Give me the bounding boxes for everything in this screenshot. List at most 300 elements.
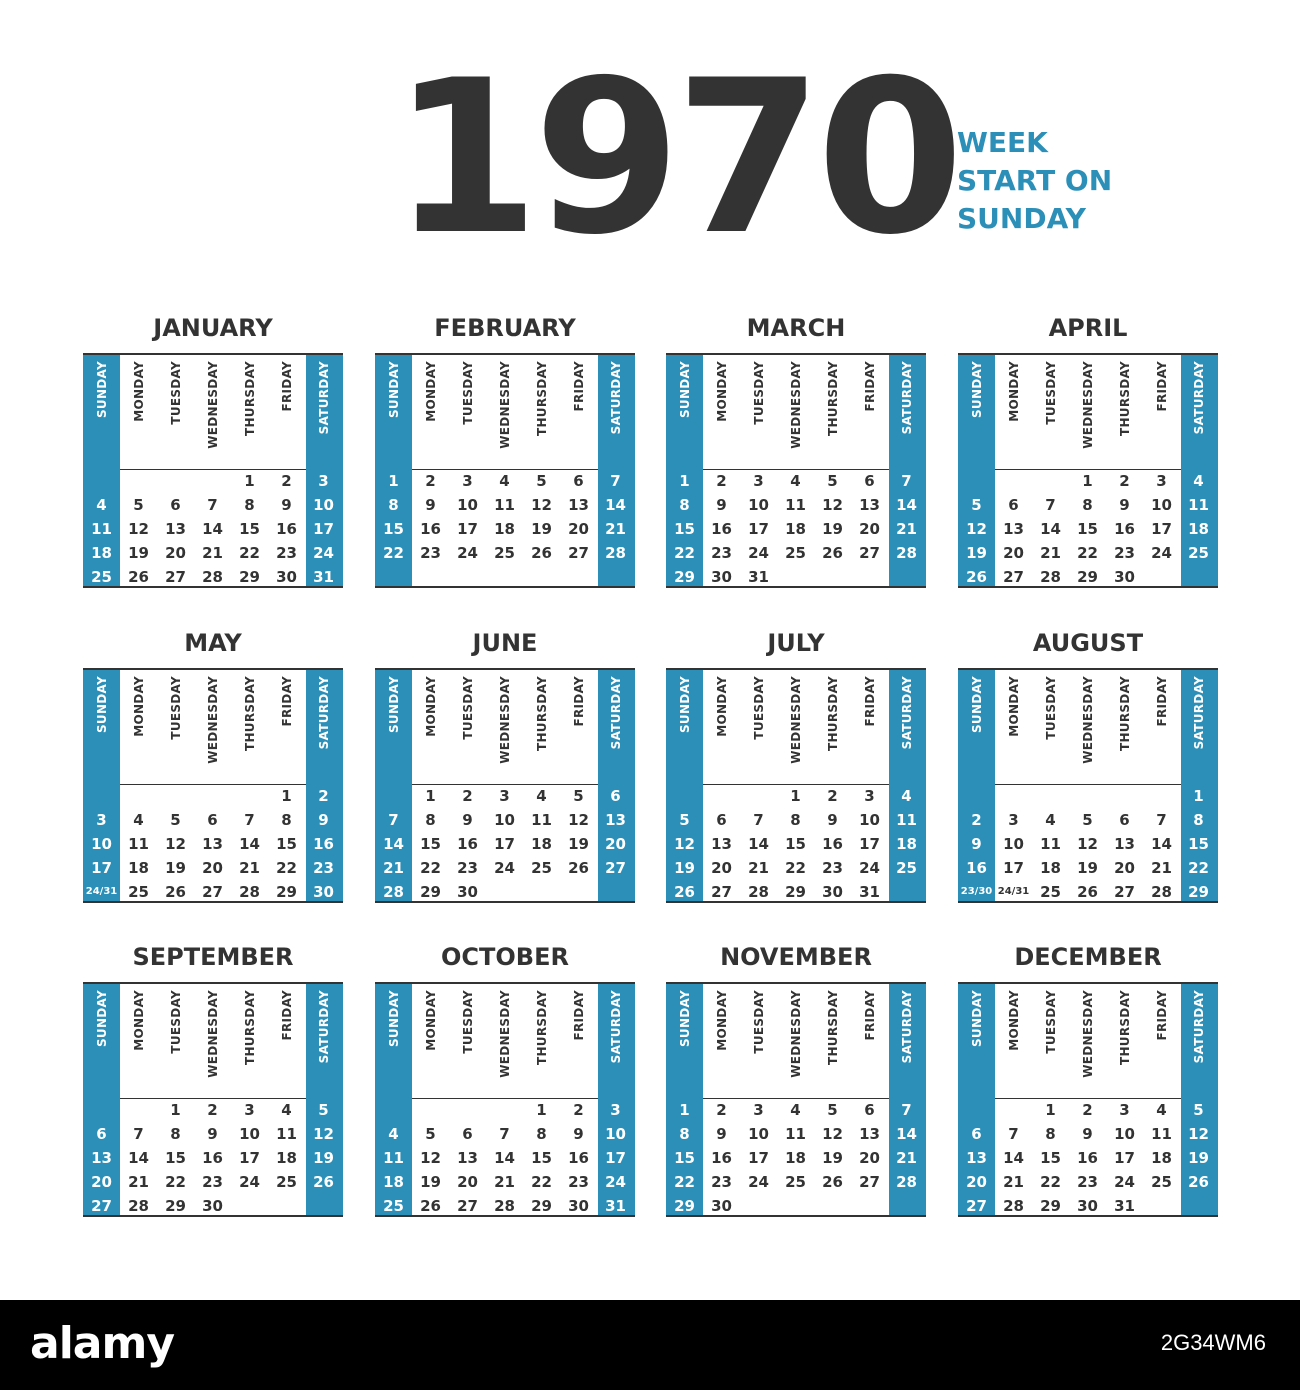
day-number: 11	[1040, 835, 1061, 853]
day-name-label: THURSDAY	[825, 990, 840, 1066]
day-number: 20	[1003, 544, 1024, 562]
day-name-saturday	[888, 361, 925, 461]
day-number: 6	[864, 472, 875, 490]
day-number: 20	[91, 1173, 112, 1191]
day-number: 21	[1151, 859, 1172, 877]
day-number: 24	[605, 1173, 626, 1191]
header-divider	[120, 1098, 306, 1099]
day-number: 10	[748, 1125, 769, 1143]
day-number: 14	[239, 835, 260, 853]
day-number: 1	[388, 472, 399, 490]
day-name-saturday	[305, 676, 342, 776]
day-number: 13	[1003, 520, 1024, 538]
day-number: 24/31	[997, 886, 1030, 897]
day-name-label: SATURDAY	[316, 990, 331, 1064]
day-number: 11	[1188, 496, 1209, 514]
day-number: 23	[202, 1173, 223, 1191]
day-number: 23	[1077, 1173, 1098, 1191]
day-number: 23	[457, 859, 478, 877]
day-number: 17	[239, 1149, 260, 1167]
day-number: 8	[1082, 496, 1093, 514]
day-number: 16	[276, 520, 297, 538]
day-name-label: SUNDAY	[677, 676, 692, 734]
day-name-monday	[995, 676, 1032, 776]
day-number: 23	[276, 544, 297, 562]
day-name-label: SATURDAY	[608, 676, 623, 750]
day-number: 4	[536, 787, 547, 805]
month-june	[375, 668, 635, 903]
day-number: 18	[1040, 859, 1061, 877]
day-number: 15	[383, 520, 404, 538]
day-number: 15	[239, 520, 260, 538]
day-name-sunday	[958, 676, 995, 776]
day-number: 14	[1040, 520, 1061, 538]
day-number: 4	[96, 496, 107, 514]
day-number: 5	[679, 811, 690, 829]
day-number: 29	[165, 1197, 186, 1215]
day-name-label: SUNDAY	[969, 990, 984, 1048]
day-number: 23	[822, 859, 843, 877]
day-name-label: TUESDAY	[460, 990, 475, 1054]
day-number: 14	[1151, 835, 1172, 853]
day-name-label: FRIDAY	[279, 990, 294, 1041]
day-number: 30	[711, 1197, 732, 1215]
day-number: 19	[420, 1173, 441, 1191]
day-number: 19	[568, 835, 589, 853]
day-number: 22	[165, 1173, 186, 1191]
day-number: 19	[531, 520, 552, 538]
day-number: 30	[457, 883, 478, 901]
day-name-monday	[412, 676, 449, 776]
day-number: 2	[716, 472, 727, 490]
day-name-friday	[851, 676, 888, 776]
day-number: 10	[748, 496, 769, 514]
footer-bar	[0, 1300, 1300, 1390]
day-name-wednesday	[486, 361, 523, 461]
day-number: 14	[896, 496, 917, 514]
day-number: 23	[711, 544, 732, 562]
day-number: 6	[1008, 496, 1019, 514]
day-name-thursday	[1106, 676, 1143, 776]
day-number: 9	[827, 811, 838, 829]
day-number: 24	[748, 544, 769, 562]
day-number: 12	[568, 811, 589, 829]
day-number: 19	[165, 859, 186, 877]
day-number: 24/31	[85, 886, 118, 897]
day-number: 6	[610, 787, 621, 805]
day-name-wednesday	[194, 361, 231, 461]
day-name-monday	[995, 990, 1032, 1090]
day-number: 28	[605, 544, 626, 562]
day-name-tuesday	[157, 990, 194, 1090]
day-number: 1	[536, 1101, 547, 1119]
month-august	[958, 668, 1218, 903]
day-name-label: THURSDAY	[242, 676, 257, 752]
day-number: 7	[1008, 1125, 1019, 1143]
day-number: 2	[425, 472, 436, 490]
day-name-label: TUESDAY	[1043, 990, 1058, 1054]
day-number: 14	[494, 1149, 515, 1167]
day-number: 27	[605, 859, 626, 877]
day-number: 11	[91, 520, 112, 538]
day-number: 13	[605, 811, 626, 829]
day-name-thursday	[1106, 361, 1143, 461]
header-divider	[995, 469, 1181, 470]
day-name-label: TUESDAY	[751, 990, 766, 1054]
day-number: 24	[1114, 1173, 1135, 1191]
day-name-label: SATURDAY	[899, 361, 914, 435]
day-name-label: TUESDAY	[168, 361, 183, 425]
day-name-saturday	[597, 990, 634, 1090]
day-number: 15	[165, 1149, 186, 1167]
day-number: 3	[1156, 472, 1167, 490]
day-name-thursday	[523, 676, 560, 776]
day-number: 4	[1156, 1101, 1167, 1119]
day-number: 11	[785, 496, 806, 514]
day-number: 28	[1040, 568, 1061, 586]
day-number: 17	[1151, 520, 1172, 538]
day-number: 17	[859, 835, 880, 853]
day-number: 13	[202, 835, 223, 853]
day-number: 12	[674, 835, 695, 853]
day-number: 6	[716, 811, 727, 829]
day-number: 29	[785, 883, 806, 901]
day-number: 18	[128, 859, 149, 877]
day-number: 11	[276, 1125, 297, 1143]
day-name-monday	[703, 990, 740, 1090]
day-number: 17	[457, 520, 478, 538]
day-name-label: SATURDAY	[1191, 676, 1206, 750]
day-number: 16	[420, 520, 441, 538]
day-number: 29	[420, 883, 441, 901]
day-name-label: MONDAY	[131, 676, 146, 737]
day-name-label: WEDNESDAY	[788, 361, 803, 449]
day-number: 11	[128, 835, 149, 853]
day-name-wednesday	[486, 676, 523, 776]
day-name-sunday	[958, 361, 995, 461]
day-name-label: SATURDAY	[1191, 361, 1206, 435]
day-name-label: WEDNESDAY	[497, 361, 512, 449]
week-start-line-1: WEEK	[957, 126, 1048, 159]
day-number: 24	[313, 544, 334, 562]
day-number: 27	[859, 1173, 880, 1191]
day-number: 3	[753, 472, 764, 490]
day-number: 2	[462, 787, 473, 805]
day-number: 14	[605, 496, 626, 514]
day-number: 26	[822, 1173, 843, 1191]
day-number: 10	[91, 835, 112, 853]
day-name-label: MONDAY	[423, 361, 438, 422]
day-name-label: SUNDAY	[94, 361, 109, 419]
day-name-label: TUESDAY	[460, 676, 475, 740]
day-number: 28	[1151, 883, 1172, 901]
day-name-label: THURSDAY	[242, 361, 257, 437]
month-january	[83, 353, 343, 588]
day-name-label: WEDNESDAY	[205, 990, 220, 1078]
month-may	[83, 668, 343, 903]
day-name-wednesday	[777, 990, 814, 1090]
day-name-tuesday	[157, 676, 194, 776]
day-name-label: WEDNESDAY	[497, 676, 512, 764]
day-number: 27	[859, 544, 880, 562]
day-name-tuesday	[740, 361, 777, 461]
day-number: 16	[457, 835, 478, 853]
day-number: 3	[610, 1101, 621, 1119]
day-name-wednesday	[1069, 361, 1106, 461]
day-number: 14	[383, 835, 404, 853]
day-number: 27	[1114, 883, 1135, 901]
day-name-friday	[560, 676, 597, 776]
day-number: 21	[239, 859, 260, 877]
day-number: 7	[1156, 811, 1167, 829]
day-number: 12	[128, 520, 149, 538]
day-number: 14	[202, 520, 223, 538]
day-number: 8	[536, 1125, 547, 1143]
day-number: 29	[239, 568, 260, 586]
day-name-label: THURSDAY	[825, 361, 840, 437]
day-number: 17	[748, 1149, 769, 1167]
day-number: 14	[896, 1125, 917, 1143]
day-number: 25	[1151, 1173, 1172, 1191]
day-number: 26	[966, 568, 987, 586]
day-number: 18	[494, 520, 515, 538]
day-name-label: FRIDAY	[279, 361, 294, 412]
day-number: 24	[1151, 544, 1172, 562]
day-number: 9	[462, 811, 473, 829]
day-number: 27	[165, 568, 186, 586]
day-number: 16	[568, 1149, 589, 1167]
header-divider	[412, 1098, 598, 1099]
day-number: 15	[276, 835, 297, 853]
day-number: 23	[568, 1173, 589, 1191]
header-divider	[995, 1098, 1181, 1099]
day-name-thursday	[814, 676, 851, 776]
day-name-thursday	[814, 990, 851, 1090]
day-number: 21	[128, 1173, 149, 1191]
day-number: 6	[462, 1125, 473, 1143]
day-name-wednesday	[777, 361, 814, 461]
day-name-sunday	[958, 990, 995, 1090]
day-name-wednesday	[194, 676, 231, 776]
day-number: 28	[896, 544, 917, 562]
day-name-saturday	[597, 676, 634, 776]
day-name-label: THURSDAY	[825, 676, 840, 752]
month-march	[666, 353, 926, 588]
day-number: 7	[610, 472, 621, 490]
day-number: 31	[859, 883, 880, 901]
day-name-label: TUESDAY	[1043, 676, 1058, 740]
day-number: 20	[457, 1173, 478, 1191]
month-title-september: SEPTEMBER	[132, 943, 294, 971]
day-number: 11	[785, 1125, 806, 1143]
day-name-saturday	[305, 361, 342, 461]
month-october	[375, 982, 635, 1217]
day-number: 18	[1188, 520, 1209, 538]
day-number: 30	[276, 568, 297, 586]
day-number: 10	[605, 1125, 626, 1143]
day-name-monday	[703, 676, 740, 776]
day-number: 30	[313, 883, 334, 901]
day-name-label: TUESDAY	[168, 990, 183, 1054]
day-name-saturday	[888, 676, 925, 776]
day-name-thursday	[814, 361, 851, 461]
day-name-thursday	[523, 990, 560, 1090]
day-number: 4	[133, 811, 144, 829]
day-number: 24	[494, 859, 515, 877]
day-number: 28	[202, 568, 223, 586]
day-number: 25	[785, 1173, 806, 1191]
day-name-label: MONDAY	[423, 990, 438, 1051]
day-name-sunday	[83, 361, 120, 461]
header-divider	[412, 469, 598, 470]
day-number: 3	[96, 811, 107, 829]
day-number: 8	[388, 496, 399, 514]
day-name-label: THURSDAY	[534, 676, 549, 752]
day-number: 6	[170, 496, 181, 514]
day-number: 5	[1193, 1101, 1204, 1119]
day-name-sunday	[375, 361, 412, 461]
day-number: 8	[281, 811, 292, 829]
day-name-label: MONDAY	[131, 361, 146, 422]
day-number: 28	[383, 883, 404, 901]
day-name-label: MONDAY	[1006, 361, 1021, 422]
day-number: 9	[716, 1125, 727, 1143]
day-number: 9	[425, 496, 436, 514]
day-number: 22	[383, 544, 404, 562]
day-number: 5	[827, 1101, 838, 1119]
day-number: 21	[896, 1149, 917, 1167]
day-number: 17	[748, 520, 769, 538]
day-number: 22	[239, 544, 260, 562]
month-title-may: MAY	[184, 629, 242, 657]
day-number: 16	[822, 835, 843, 853]
day-number: 20	[859, 520, 880, 538]
day-number: 10	[1114, 1125, 1135, 1143]
day-name-wednesday	[1069, 990, 1106, 1090]
day-number: 21	[383, 859, 404, 877]
day-number: 11	[383, 1149, 404, 1167]
day-number: 25	[494, 544, 515, 562]
day-name-label: FRIDAY	[862, 990, 877, 1041]
month-title-january: JANUARY	[153, 314, 273, 342]
day-name-label: WEDNESDAY	[205, 361, 220, 449]
day-number: 13	[859, 1125, 880, 1143]
day-number: 9	[1119, 496, 1130, 514]
day-name-label: SUNDAY	[677, 990, 692, 1048]
day-name-label: THURSDAY	[1117, 990, 1132, 1066]
day-number: 6	[971, 1125, 982, 1143]
header-divider	[703, 1098, 889, 1099]
day-number: 30	[822, 883, 843, 901]
day-name-label: THURSDAY	[1117, 361, 1132, 437]
day-name-label: MONDAY	[1006, 676, 1021, 737]
day-number: 19	[822, 1149, 843, 1167]
day-number: 5	[827, 472, 838, 490]
header-divider	[120, 784, 306, 785]
day-number: 24	[859, 859, 880, 877]
month-title-july: JULY	[767, 629, 825, 657]
day-name-saturday	[305, 990, 342, 1090]
day-number: 21	[605, 520, 626, 538]
day-name-label: SUNDAY	[386, 361, 401, 419]
day-number: 14	[748, 835, 769, 853]
day-number: 7	[753, 811, 764, 829]
day-number: 22	[674, 544, 695, 562]
day-name-tuesday	[740, 990, 777, 1090]
day-number: 31	[313, 568, 334, 586]
day-number: 18	[383, 1173, 404, 1191]
day-number: 1	[679, 1101, 690, 1119]
day-number: 4	[281, 1101, 292, 1119]
day-number: 28	[1003, 1197, 1024, 1215]
day-number: 8	[790, 811, 801, 829]
day-number: 29	[674, 568, 695, 586]
day-name-label: SUNDAY	[969, 676, 984, 734]
day-number: 26	[420, 1197, 441, 1215]
day-number: 19	[1077, 859, 1098, 877]
day-name-saturday	[1180, 361, 1217, 461]
day-name-label: SUNDAY	[969, 361, 984, 419]
day-number: 21	[202, 544, 223, 562]
day-number: 15	[785, 835, 806, 853]
day-name-friday	[268, 361, 305, 461]
day-name-sunday	[666, 361, 703, 461]
day-name-label: TUESDAY	[751, 676, 766, 740]
day-number: 20	[568, 520, 589, 538]
day-name-label: MONDAY	[1006, 990, 1021, 1051]
day-number: 8	[170, 1125, 181, 1143]
day-number: 21	[494, 1173, 515, 1191]
day-number: 21	[748, 859, 769, 877]
day-number: 19	[313, 1149, 334, 1167]
day-number: 16	[1114, 520, 1135, 538]
day-number: 8	[679, 1125, 690, 1143]
day-number: 27	[711, 883, 732, 901]
day-number: 18	[785, 520, 806, 538]
day-number: 13	[457, 1149, 478, 1167]
day-number: 5	[971, 496, 982, 514]
day-number: 7	[133, 1125, 144, 1143]
day-number: 12	[531, 496, 552, 514]
day-number: 10	[457, 496, 478, 514]
day-number: 28	[239, 883, 260, 901]
month-february	[375, 353, 635, 588]
week-start-line-2: START ON	[957, 164, 1113, 197]
day-number: 4	[790, 472, 801, 490]
day-number: 2	[1082, 1101, 1093, 1119]
day-number: 6	[864, 1101, 875, 1119]
day-number: 6	[96, 1125, 107, 1143]
day-number: 2	[716, 1101, 727, 1119]
day-number: 7	[499, 1125, 510, 1143]
day-number: 25	[383, 1197, 404, 1215]
day-number: 26	[1077, 883, 1098, 901]
month-title-august: AUGUST	[1032, 629, 1144, 657]
day-name-label: WEDNESDAY	[1080, 676, 1095, 764]
day-number: 18	[531, 835, 552, 853]
day-name-saturday	[888, 990, 925, 1090]
day-number: 3	[244, 1101, 255, 1119]
day-number: 23	[420, 544, 441, 562]
day-number: 15	[1188, 835, 1209, 853]
day-number: 8	[1045, 1125, 1056, 1143]
day-name-tuesday	[157, 361, 194, 461]
day-number: 17	[313, 520, 334, 538]
day-number: 13	[859, 496, 880, 514]
day-number: 18	[276, 1149, 297, 1167]
day-number: 7	[901, 472, 912, 490]
day-name-sunday	[375, 676, 412, 776]
